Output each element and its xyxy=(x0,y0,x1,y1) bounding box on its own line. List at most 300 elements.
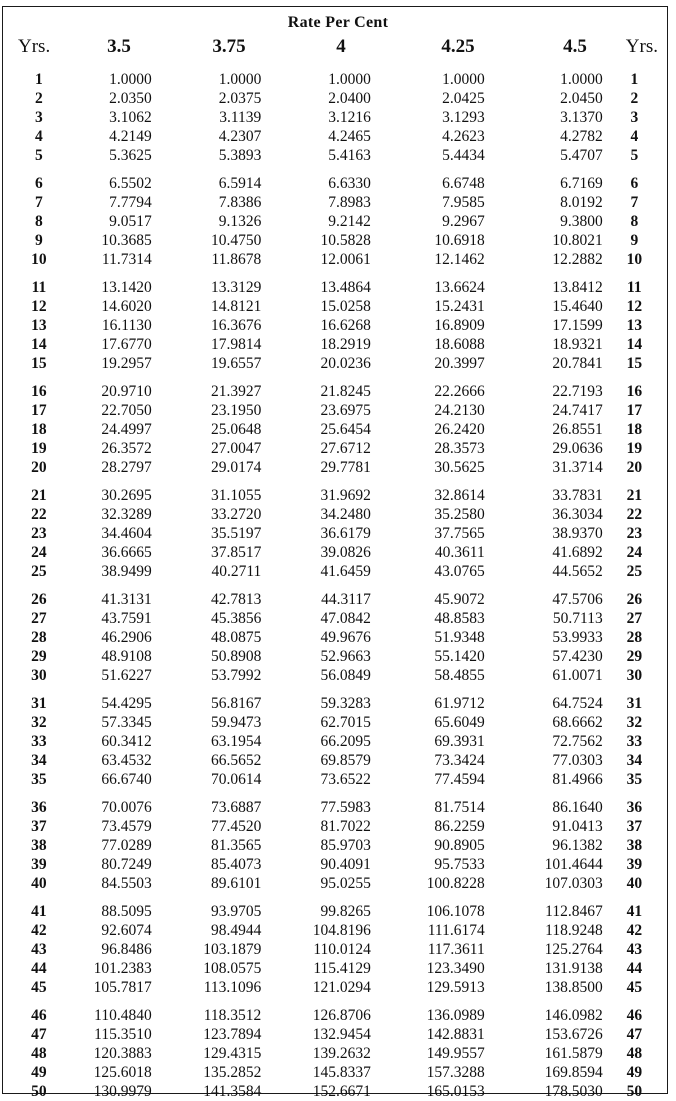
year-cell-left: 16 xyxy=(31,383,47,400)
year-cell-right: 12 xyxy=(626,298,643,315)
value-cell-4.5: 72.7562 xyxy=(552,733,603,750)
year-cell-left: 23 xyxy=(31,525,47,542)
value-cell-4.25: 18.6088 xyxy=(434,336,485,353)
table-row xyxy=(0,609,666,628)
value-cell-3.5: 80.7249 xyxy=(101,856,152,873)
table-row xyxy=(0,89,666,108)
year-cell-left: 24 xyxy=(31,544,47,561)
value-cell-4.5: 125.2764 xyxy=(544,941,603,958)
year-cell-left: 3 xyxy=(35,109,43,126)
value-cell-4: 126.8706 xyxy=(312,1007,371,1024)
value-cell-4: 9.2142 xyxy=(328,213,371,230)
value-cell-3.5: 17.6770 xyxy=(101,336,152,353)
value-cell-4.5: 26.8551 xyxy=(552,421,603,438)
value-cell-4.5: 146.0982 xyxy=(544,1007,603,1024)
value-cell-4.25: 100.8228 xyxy=(426,875,485,892)
value-cell-4: 13.4864 xyxy=(320,279,371,296)
table-row xyxy=(0,789,666,817)
column-header-row xyxy=(0,36,676,60)
value-cell-3.75: 63.1954 xyxy=(210,733,262,750)
year-cell-right: 36 xyxy=(626,799,643,816)
table-row xyxy=(0,921,666,940)
value-cell-4.25: 37.7565 xyxy=(434,525,485,542)
value-cell-4: 95.0255 xyxy=(320,875,371,892)
year-cell-left: 28 xyxy=(31,629,47,646)
table-row xyxy=(0,713,666,732)
value-cell-3.5: 120.3883 xyxy=(93,1045,152,1062)
table-row xyxy=(0,893,666,921)
value-cell-3.75: 5.3893 xyxy=(218,147,262,164)
year-cell-left: 14 xyxy=(31,336,47,353)
value-cell-4.25: 165.0153 xyxy=(426,1083,485,1100)
value-cell-3.75: 70.0614 xyxy=(210,771,262,788)
table-row xyxy=(0,647,666,666)
value-cell-4.25: 43.0765 xyxy=(434,563,485,580)
value-cell-4: 41.6459 xyxy=(320,563,371,580)
value-cell-3.75: 103.1879 xyxy=(203,941,262,958)
table-row xyxy=(0,836,666,855)
year-cell-left: 47 xyxy=(31,1026,47,1043)
value-cell-3.75: 3.1139 xyxy=(219,109,262,126)
year-cell-left: 7 xyxy=(35,194,43,211)
value-cell-4.25: 58.4855 xyxy=(434,667,485,684)
value-cell-4.25: 73.3424 xyxy=(434,752,485,769)
value-cell-4.25: 3.1293 xyxy=(442,109,485,126)
value-cell-4: 52.9663 xyxy=(320,648,371,665)
table-row xyxy=(0,562,666,581)
value-cell-3.5: 60.3412 xyxy=(101,733,152,750)
value-cell-4.25: 9.2967 xyxy=(442,213,485,230)
year-cell-left: 45 xyxy=(31,979,47,996)
value-cell-4.25: 51.9348 xyxy=(434,629,485,646)
value-cell-3.5: 88.5095 xyxy=(101,903,152,920)
table-row xyxy=(0,874,666,893)
value-cell-4.25: 4.2623 xyxy=(442,128,485,145)
value-cell-4: 2.0400 xyxy=(328,90,371,107)
value-cell-4.5: 47.5706 xyxy=(552,591,603,608)
value-cell-4.25: 136.0989 xyxy=(426,1007,485,1024)
value-cell-4: 15.0258 xyxy=(320,298,371,315)
year-cell-right: 26 xyxy=(626,591,643,608)
value-cell-3.75: 113.1096 xyxy=(203,979,262,996)
value-cell-3.75: 81.3565 xyxy=(210,837,262,854)
year-cell-right: 21 xyxy=(626,487,643,504)
year-cell-right: 14 xyxy=(626,336,643,353)
value-cell-3.5: 54.4295 xyxy=(101,695,152,712)
year-cell-right: 3 xyxy=(630,109,639,126)
value-cell-4: 31.9692 xyxy=(320,487,371,504)
year-cell-right: 34 xyxy=(626,752,643,769)
value-cell-4.25: 1.0000 xyxy=(442,71,485,88)
year-cell-right: 19 xyxy=(626,440,643,457)
table-row xyxy=(0,505,666,524)
value-cell-3.5: 105.7817 xyxy=(93,979,152,996)
value-cell-4.25: 22.2666 xyxy=(434,383,485,400)
table-row xyxy=(0,770,666,789)
value-cell-3.5: 77.0289 xyxy=(101,837,152,854)
year-cell-left: 9 xyxy=(35,232,43,249)
value-cell-3.5: 22.7050 xyxy=(101,402,152,419)
value-cell-3.75: 29.0174 xyxy=(210,459,262,476)
year-cell-left: 32 xyxy=(31,714,47,731)
value-cell-4: 49.9676 xyxy=(320,629,371,646)
value-cell-4: 81.7022 xyxy=(320,818,371,835)
value-cell-4: 25.6454 xyxy=(320,421,371,438)
value-cell-4: 69.8579 xyxy=(320,752,371,769)
value-cell-4: 59.3283 xyxy=(320,695,371,712)
value-cell-4.5: 9.3800 xyxy=(560,213,603,230)
rate-header-3.75: 3.75 xyxy=(212,36,246,57)
value-cell-3.75: 9.1326 xyxy=(218,213,262,230)
year-cell-right: 32 xyxy=(626,714,643,731)
value-cell-4.5: 10.8021 xyxy=(552,232,603,249)
table-row xyxy=(0,250,666,269)
value-cell-4.25: 55.1420 xyxy=(434,648,485,665)
table-row xyxy=(0,978,666,997)
value-cell-4.25: 69.3931 xyxy=(434,733,485,750)
value-cell-3.75: 13.3129 xyxy=(210,279,262,296)
year-cell-left: 48 xyxy=(31,1045,47,1062)
value-cell-3.75: 23.1950 xyxy=(210,402,262,419)
year-cell-right: 43 xyxy=(626,941,643,958)
year-cell-right: 42 xyxy=(626,922,643,939)
value-cell-3.5: 5.3625 xyxy=(109,147,152,164)
value-cell-4.5: 2.0450 xyxy=(560,90,603,107)
value-cell-3.5: 43.7591 xyxy=(101,610,152,627)
value-cell-4: 29.7781 xyxy=(320,459,371,476)
value-cell-3.5: 125.6018 xyxy=(93,1064,152,1081)
value-cell-4.25: 45.9072 xyxy=(434,591,485,608)
value-cell-3.5: 36.6665 xyxy=(101,544,152,561)
value-cell-3.5: 19.2957 xyxy=(101,355,152,372)
value-cell-4.5: 61.0071 xyxy=(552,667,603,684)
value-cell-4.25: 77.4594 xyxy=(434,771,485,788)
value-cell-3.75: 7.8386 xyxy=(218,194,262,211)
rate-header-4: 4 xyxy=(336,36,346,57)
value-cell-4.5: 13.8412 xyxy=(552,279,603,296)
year-cell-left: 26 xyxy=(31,591,47,608)
table-row xyxy=(0,420,666,439)
value-cell-4.25: 86.2259 xyxy=(434,818,485,835)
value-cell-4.5: 15.4640 xyxy=(552,298,603,315)
table-row xyxy=(0,193,666,212)
value-cell-4.5: 101.4644 xyxy=(544,856,603,873)
value-cell-4.5: 131.9138 xyxy=(544,960,603,977)
value-cell-4: 90.4091 xyxy=(320,856,371,873)
value-cell-4: 110.0124 xyxy=(313,941,371,958)
year-cell-right: 20 xyxy=(626,459,643,476)
year-cell-right: 35 xyxy=(626,771,643,788)
value-cell-4.5: 8.0192 xyxy=(560,194,603,211)
value-cell-3.5: 16.1130 xyxy=(101,317,152,334)
year-cell-right: 6 xyxy=(630,175,639,192)
value-cell-4.25: 149.9557 xyxy=(426,1045,485,1062)
value-cell-3.75: 6.5914 xyxy=(218,175,262,192)
value-cell-4: 27.6712 xyxy=(320,440,371,457)
value-cell-4.5: 153.6726 xyxy=(544,1026,603,1043)
value-cell-4.5: 86.1640 xyxy=(552,799,603,816)
table-row xyxy=(0,108,666,127)
value-cell-3.75: 33.2720 xyxy=(210,506,262,523)
value-cell-4.5: 22.7193 xyxy=(552,383,603,400)
value-cell-4.5: 50.7113 xyxy=(552,610,603,627)
value-cell-4.25: 90.8905 xyxy=(434,837,485,854)
year-cell-left: 8 xyxy=(35,213,43,230)
table-row xyxy=(0,959,666,978)
value-cell-4.5: 5.4707 xyxy=(560,147,603,164)
table-row xyxy=(0,817,666,836)
value-cell-4.25: 7.9585 xyxy=(442,194,485,211)
table-row xyxy=(0,997,666,1025)
year-cell-left: 43 xyxy=(31,941,47,958)
table-row xyxy=(0,373,666,401)
year-cell-left: 22 xyxy=(31,506,47,523)
table-row xyxy=(0,70,666,89)
year-cell-left: 21 xyxy=(31,487,47,504)
value-cell-4.5: 53.9933 xyxy=(552,629,603,646)
value-cell-4.25: 2.0425 xyxy=(442,90,485,107)
year-cell-left: 50 xyxy=(31,1083,47,1100)
value-cell-3.75: 27.0047 xyxy=(210,440,262,457)
value-cell-3.5: 38.9499 xyxy=(101,563,152,580)
years-header-right: Yrs. xyxy=(625,36,658,57)
year-cell-left: 29 xyxy=(31,648,47,665)
value-cell-4.5: 44.5652 xyxy=(552,563,603,580)
value-cell-3.75: 14.8121 xyxy=(210,298,262,315)
table-row xyxy=(0,212,666,231)
year-cell-right: 29 xyxy=(626,648,643,665)
value-cell-4.25: 65.6049 xyxy=(434,714,485,731)
year-cell-left: 13 xyxy=(31,317,47,334)
table-row xyxy=(0,524,666,543)
value-cell-4.5: 38.9370 xyxy=(552,525,603,542)
value-cell-3.5: 32.3289 xyxy=(101,506,152,523)
year-cell-right: 9 xyxy=(630,232,639,249)
value-cell-3.5: 28.2797 xyxy=(101,459,152,476)
rate-header-4.25: 4.25 xyxy=(441,36,475,57)
table-row xyxy=(0,127,666,146)
value-cell-4: 21.8245 xyxy=(320,383,371,400)
value-cell-3.75: 108.0575 xyxy=(203,960,262,977)
value-cell-3.5: 92.6074 xyxy=(101,922,152,939)
value-cell-4: 139.2632 xyxy=(312,1045,371,1062)
year-cell-left: 37 xyxy=(31,818,47,835)
value-cell-4: 73.6522 xyxy=(320,771,371,788)
value-cell-3.5: 3.1062 xyxy=(109,109,152,126)
value-cell-4.25: 13.6624 xyxy=(434,279,485,296)
value-cell-3.75: 16.3676 xyxy=(210,317,262,334)
table-row xyxy=(0,401,666,420)
value-cell-3.5: 46.2906 xyxy=(101,629,152,646)
value-cell-4.25: 40.3611 xyxy=(434,544,485,561)
value-cell-4.25: 28.3573 xyxy=(434,440,485,457)
value-cell-4: 47.0842 xyxy=(320,610,371,627)
value-cell-4.25: 10.6918 xyxy=(434,232,485,249)
year-cell-right: 5 xyxy=(630,147,639,164)
year-cell-left: 11 xyxy=(31,279,47,296)
year-cell-right: 15 xyxy=(626,355,643,372)
year-cell-right: 50 xyxy=(626,1083,643,1100)
value-cell-4.5: 33.7831 xyxy=(552,487,603,504)
table-row xyxy=(0,855,666,874)
value-cell-4: 121.0294 xyxy=(312,979,371,996)
table-row xyxy=(0,628,666,647)
year-cell-right: 39 xyxy=(626,856,643,873)
value-cell-3.75: 17.9814 xyxy=(210,336,262,353)
year-cell-left: 27 xyxy=(31,610,47,627)
year-cell-left: 25 xyxy=(31,563,47,580)
value-cell-3.75: 50.8908 xyxy=(210,648,262,665)
year-cell-left: 40 xyxy=(31,875,47,892)
value-cell-4.25: 30.5625 xyxy=(434,459,485,476)
value-cell-4: 16.6268 xyxy=(320,317,371,334)
value-cell-3.75: 56.8167 xyxy=(210,695,262,712)
year-cell-right: 1 xyxy=(630,71,639,88)
year-cell-left: 6 xyxy=(35,175,43,192)
year-cell-left: 42 xyxy=(31,922,47,939)
value-cell-4.5: 161.5879 xyxy=(544,1045,603,1062)
value-cell-4.25: 142.8831 xyxy=(426,1026,485,1043)
year-cell-right: 28 xyxy=(626,629,643,646)
value-cell-3.5: 20.9710 xyxy=(101,383,152,400)
value-cell-4: 66.2095 xyxy=(320,733,371,750)
table-row xyxy=(0,458,666,477)
value-cell-3.75: 1.0000 xyxy=(218,71,262,88)
value-cell-4: 4.2465 xyxy=(328,128,371,145)
value-cell-4.5: 31.3714 xyxy=(552,459,603,476)
value-cell-3.5: 84.5503 xyxy=(101,875,152,892)
value-cell-3.75: 19.6557 xyxy=(210,355,262,372)
value-cell-4.25: 48.8583 xyxy=(434,610,485,627)
value-cell-4: 62.7015 xyxy=(320,714,371,731)
year-cell-right: 23 xyxy=(626,525,643,542)
value-cell-3.75: 135.2852 xyxy=(203,1064,262,1081)
value-cell-4.25: 81.7514 xyxy=(434,799,485,816)
value-cell-4: 115.4129 xyxy=(313,960,371,977)
value-cell-4: 5.4163 xyxy=(328,147,371,164)
year-cell-left: 46 xyxy=(31,1007,47,1024)
value-cell-3.5: 110.4840 xyxy=(94,1007,152,1024)
value-cell-3.75: 85.4073 xyxy=(210,856,262,873)
value-cell-4: 12.0061 xyxy=(320,251,371,268)
table-row xyxy=(0,335,666,354)
value-cell-3.5: 130.9979 xyxy=(93,1083,152,1100)
value-cell-4.5: 112.8467 xyxy=(545,903,603,920)
value-cell-4: 18.2919 xyxy=(320,336,371,353)
value-cell-4.25: 12.1462 xyxy=(434,251,485,268)
value-cell-4.5: 36.3034 xyxy=(552,506,603,523)
table-row xyxy=(0,543,666,562)
value-cell-3.5: 63.4532 xyxy=(101,752,152,769)
year-cell-left: 39 xyxy=(31,856,47,873)
table-row xyxy=(0,316,666,335)
value-cell-4.25: 24.2130 xyxy=(434,402,485,419)
value-cell-4.5: 57.4230 xyxy=(552,648,603,665)
value-cell-4.5: 107.0303 xyxy=(544,875,603,892)
value-cell-3.75: 93.9705 xyxy=(210,903,262,920)
table-row xyxy=(0,1044,666,1063)
value-cell-3.5: 9.0517 xyxy=(109,213,152,230)
value-cell-3.5: 73.4579 xyxy=(101,818,152,835)
value-cell-4.25: 123.3490 xyxy=(426,960,485,977)
value-cell-3.75: 4.2307 xyxy=(218,128,262,145)
value-cell-4.25: 106.1078 xyxy=(426,903,485,920)
value-cell-3.75: 66.5652 xyxy=(210,752,262,769)
value-cell-3.75: 59.9473 xyxy=(210,714,262,731)
table-row xyxy=(0,685,666,713)
value-cell-4: 99.8265 xyxy=(320,903,371,920)
value-cell-3.5: 13.1420 xyxy=(101,279,152,296)
value-cell-3.75: 25.0648 xyxy=(210,421,262,438)
value-cell-3.5: 115.3510 xyxy=(94,1026,152,1043)
rate-table xyxy=(0,70,666,1101)
value-cell-4.5: 81.4966 xyxy=(552,771,603,788)
year-cell-right: 47 xyxy=(626,1026,643,1043)
value-cell-3.5: 24.4997 xyxy=(101,421,152,438)
value-cell-3.75: 118.3512 xyxy=(203,1007,262,1024)
value-cell-3.75: 73.6887 xyxy=(210,799,262,816)
table-row xyxy=(0,439,666,458)
table-row xyxy=(0,1082,666,1101)
year-cell-right: 10 xyxy=(626,251,643,268)
table-row xyxy=(0,940,666,959)
value-cell-3.5: 70.0076 xyxy=(101,799,152,816)
value-cell-4.25: 16.8909 xyxy=(434,317,485,334)
year-cell-left: 49 xyxy=(31,1064,47,1081)
value-cell-3.5: 48.9108 xyxy=(101,648,152,665)
value-cell-3.75: 11.8678 xyxy=(211,251,262,268)
value-cell-3.75: 77.4520 xyxy=(210,818,262,835)
year-cell-right: 11 xyxy=(627,279,642,296)
year-cell-right: 8 xyxy=(630,213,639,230)
table-row xyxy=(0,297,666,316)
value-cell-3.5: 14.6020 xyxy=(101,298,152,315)
year-cell-left: 44 xyxy=(31,960,47,977)
year-cell-right: 38 xyxy=(626,837,643,854)
table-title: Rate Per Cent xyxy=(287,14,389,31)
year-cell-left: 18 xyxy=(31,421,47,438)
year-cell-left: 1 xyxy=(35,71,43,88)
table-row xyxy=(0,666,666,685)
year-cell-left: 4 xyxy=(35,128,43,145)
year-cell-left: 36 xyxy=(31,799,47,816)
years-header-left: Yrs. xyxy=(18,36,51,57)
value-cell-4.5: 68.6662 xyxy=(552,714,603,731)
year-cell-right: 33 xyxy=(626,733,643,750)
value-cell-4.5: 20.7841 xyxy=(552,355,603,372)
value-cell-3.75: 123.7894 xyxy=(203,1026,262,1043)
value-cell-4: 44.3117 xyxy=(321,591,371,608)
value-cell-3.5: 1.0000 xyxy=(109,71,152,88)
value-cell-4: 6.6330 xyxy=(328,175,371,192)
year-cell-left: 12 xyxy=(31,298,47,315)
value-cell-4: 3.1216 xyxy=(328,109,371,126)
value-cell-4.25: 15.2431 xyxy=(434,298,485,315)
table-row xyxy=(0,146,666,165)
year-cell-right: 22 xyxy=(626,506,643,523)
value-cell-3.75: 89.6101 xyxy=(210,875,262,892)
year-cell-left: 33 xyxy=(31,733,47,750)
year-cell-left: 10 xyxy=(31,251,47,268)
year-cell-right: 41 xyxy=(626,903,643,920)
table-row xyxy=(0,165,666,193)
year-cell-left: 20 xyxy=(31,459,47,476)
table-row xyxy=(0,477,666,505)
year-cell-right: 24 xyxy=(626,544,643,561)
value-cell-4.5: 169.8594 xyxy=(544,1064,603,1081)
value-cell-4.5: 29.0636 xyxy=(552,440,603,457)
year-cell-right: 13 xyxy=(626,317,643,334)
